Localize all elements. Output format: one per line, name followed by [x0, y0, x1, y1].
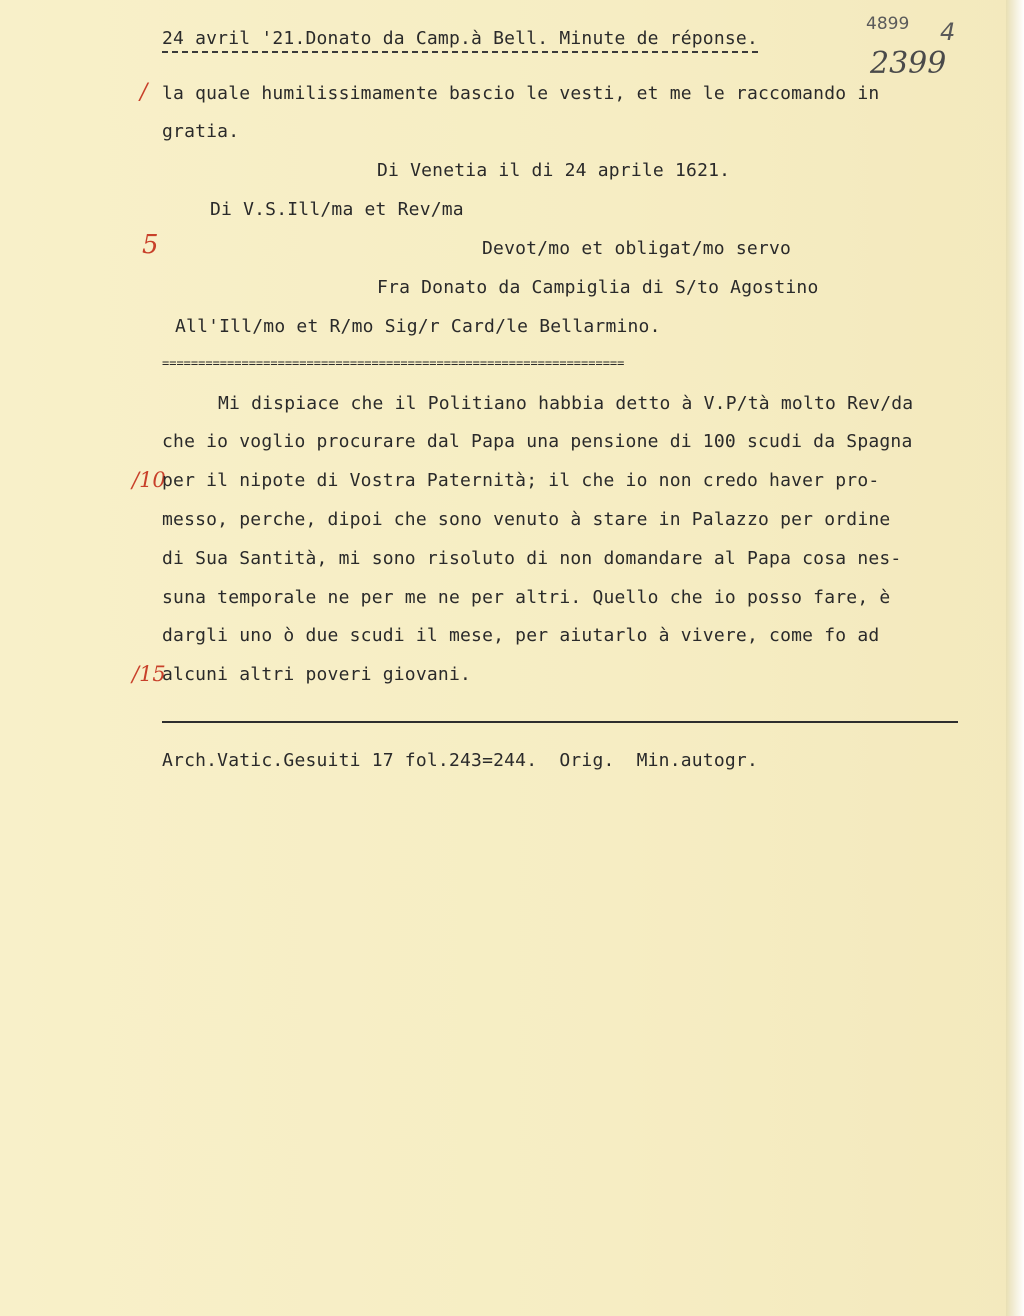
letter2-line: suna temporale ne per me ne per altri. Quello che io posso fare, è	[162, 587, 891, 608]
salutation: Di V.S.Ill/ma et Rev/ma	[210, 199, 464, 220]
closing: Devot/mo et obligat/mo servo	[482, 238, 792, 259]
margin-number: 5	[142, 230, 159, 260]
margin-number: /15	[132, 662, 166, 686]
letter2-line: di Sua Santità, mi sono risoluto di non domandare al Papa cosa nes-	[162, 548, 902, 569]
letter2-line: Mi dispiace che il Politiano habbia detto à V.P/tà molto Rev/da	[218, 393, 914, 414]
page-edge	[1006, 0, 1024, 1316]
letter2-line: alcuni altri poveri giovani.	[162, 664, 472, 685]
header-title: 24 avril '21.Donato da Camp.à Bell. Minute de réponse.	[162, 28, 758, 53]
dateline: Di Venetia il di 24 aprile 1621.	[377, 160, 731, 181]
address: All'Ill/mo et R/mo Sig/r Card/le Bellarmino.	[175, 316, 661, 337]
margin-number: /	[140, 80, 148, 105]
source-citation: Arch.Vatic.Gesuiti 17 fol.243=244. Orig. Min.autogr.	[162, 750, 758, 771]
letter2-line: per il nipote di Vostra Paternità; il che io non credo haver pro-	[162, 470, 880, 491]
signature: Fra Donato da Campiglia di S/to Agostino	[377, 277, 819, 298]
letter1-line: la quale humilissimamente bascio le vesti, et me le raccomando in	[162, 83, 880, 104]
folio-mark: 4	[940, 18, 956, 46]
footer-rule	[162, 721, 958, 723]
letter2-line: dargli uno ò due scudi il mese, per aiutarlo à vivere, come fo ad	[162, 625, 880, 646]
letter2-line: messo, perche, dipoi che sono venuto à stare in Palazzo per ordine	[162, 509, 891, 530]
stamp-number: 2399	[870, 46, 947, 81]
letter1-line: gratia.	[162, 121, 240, 142]
separator: ================================================================	[162, 356, 625, 370]
letter2-line: che io voglio procurare dal Papa una pensione di 100 scudi da Spagna	[162, 431, 913, 452]
margin-number: /10	[132, 468, 166, 492]
catalog-number: 4899	[866, 14, 910, 34]
